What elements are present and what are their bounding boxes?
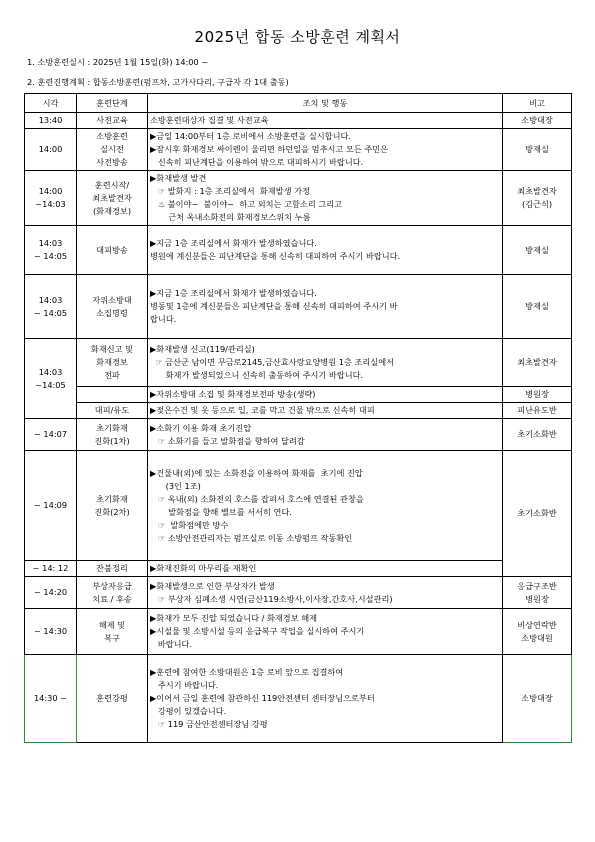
cell-line: ~14:03 xyxy=(35,199,66,209)
cell-line: 화재신고 및 xyxy=(90,344,134,354)
stage-cell xyxy=(77,171,148,226)
action-line: 발화점을 향해 밸브를 서서히 연다. xyxy=(150,506,292,517)
header-actions: 조치 및 행동 xyxy=(148,94,503,113)
cell-line: 복구 xyxy=(104,632,120,643)
note-cell xyxy=(503,609,572,655)
stage-cell xyxy=(77,419,148,451)
cell-line: 피난유도반 xyxy=(517,405,557,415)
time-cell xyxy=(25,113,77,129)
action-line: ☞ 소화기를 들고 발화점을 향하여 달려감 xyxy=(150,435,305,446)
cell-line: ~ 14: 12 xyxy=(32,563,69,573)
time-cell xyxy=(25,451,77,561)
note-cell xyxy=(503,419,572,451)
action-line: ▶훈련에 참여한 소방대원은 1층 로비 앞으로 집결하여 xyxy=(150,667,344,677)
stage-cell xyxy=(77,113,148,129)
cell-line: 사전방송 xyxy=(96,157,128,167)
cell-line: 소방대원 xyxy=(521,632,553,643)
action-line: 화재가 발생되었으니 신속히 출동하여 주시기 바랍니다. xyxy=(150,370,364,380)
cell-line: 잔불정리 xyxy=(96,563,128,573)
time-cell xyxy=(25,275,77,339)
cell-line: 14:00 xyxy=(38,144,63,154)
cell-line: 초기화재 xyxy=(96,422,128,433)
cell-line: 방재실 xyxy=(525,244,549,255)
action-line: ▶자위소방대 소집 및 화재경보전파 방송(생략) xyxy=(150,389,316,399)
cell-line: 방재실 xyxy=(525,144,549,154)
action-line: 소방훈련대상자 집결 및 사전교육 xyxy=(150,115,269,125)
action-cell xyxy=(148,339,503,387)
time-cell xyxy=(25,561,77,577)
action-line: ▶지금 1층 조리실에서 화재가 발생하였습니다. xyxy=(150,238,317,248)
action-line: ▶이어서 금일 훈련에 참관하신 119안전센터 센터장님으로부터 xyxy=(150,693,375,703)
action-line: ▶젖은수건 및 옷 등으로 입, 코를 막고 건물 밖으로 신속히 대피 xyxy=(150,405,375,415)
cell-line: 최초발견자 xyxy=(92,192,132,203)
cell-line: 사전교육 xyxy=(96,115,128,125)
action-line: ▶잠시후 화재경보 싸이렌이 울리면 하던일을 멈추시고 모든 주민은 xyxy=(150,144,389,154)
cell-line: 14:30 ~ xyxy=(33,693,68,703)
cell-line: 최초발견자 xyxy=(517,357,557,367)
action-cell xyxy=(148,577,503,609)
action-line: ▶건물내(외)에 있는 소화전을 이용하여 화재를 초기에 진압 xyxy=(150,467,363,478)
note-cell xyxy=(503,226,572,275)
note-cell xyxy=(503,339,572,387)
cell-line: 훈련시작/ xyxy=(94,179,130,190)
table-row xyxy=(25,387,572,403)
note-cell xyxy=(503,451,572,577)
action-line: ♨ 불이야~ 불이야~ 하고 외치는 고함소리 그리고 xyxy=(150,199,343,209)
stage-cell xyxy=(77,609,148,655)
table-row xyxy=(25,403,572,419)
table-row xyxy=(25,451,572,561)
cell-line: 13:40 xyxy=(38,115,63,125)
table-row xyxy=(25,419,572,451)
training-plan-line: 2. 훈련진행계획 : 합동소방훈련(펌프차, 고가사다리, 구급자 각 1대 출동) xyxy=(27,77,289,87)
table-row xyxy=(25,577,572,609)
header-note: 비고 xyxy=(503,94,572,113)
action-line: 랍니다. xyxy=(150,314,177,324)
cell-line: 진화(1차) xyxy=(94,435,130,446)
cell-line: 훈련강평 xyxy=(96,693,128,703)
cell-line: 14:03 xyxy=(38,366,63,377)
stage-cell xyxy=(77,387,148,403)
header-time: 시각 xyxy=(25,94,77,113)
action-line: 신속히 피난계단을 이용하여 밖으로 대피하시기 바랍니다. xyxy=(150,157,364,167)
table-row xyxy=(25,561,572,577)
action-line: ☞ 소방안전관리자는 펌프실로 이동 소방펌프 작동확인 xyxy=(150,532,353,543)
action-line: ☞ 옥내(외) 소화전의 호스를 잡펴서 호스에 연결된 관창을 xyxy=(150,493,364,504)
note-cell xyxy=(503,113,572,129)
time-cell xyxy=(25,655,77,743)
cell-line: ~ 14:20 xyxy=(33,587,68,597)
cell-line: 초기화재 xyxy=(96,493,128,504)
cell-line: 대피방송 xyxy=(96,244,128,255)
action-cell xyxy=(148,609,503,655)
stage-cell xyxy=(77,275,148,339)
action-line: ☞ 발화지 : 1층 조리실에서 화재발생 가정 xyxy=(150,186,310,196)
action-line: ☞ 발화점에만 방수 xyxy=(150,519,229,530)
time-cell xyxy=(25,339,77,419)
stage-cell xyxy=(77,577,148,609)
cell-line: 14:00 xyxy=(38,186,63,196)
table-row xyxy=(25,275,572,339)
action-line: 주시기 바랍니다. xyxy=(150,680,219,690)
cell-line: 자위소방대 xyxy=(92,294,132,305)
action-line: ▶화재발생 발견 xyxy=(150,173,207,183)
cell-line: 소집명령 xyxy=(96,307,128,318)
action-cell xyxy=(148,113,503,129)
action-line: ☞ 119 금산안전센터장님 강평 xyxy=(150,719,268,729)
page-title: 2025년 합동 소방훈련 계획서 xyxy=(194,28,401,46)
action-line: (3인 1조) xyxy=(150,480,201,491)
table-row xyxy=(25,226,572,275)
action-cell xyxy=(148,387,503,403)
cell-line: 실시전 xyxy=(100,144,124,154)
action-line: ▶소화기 이용 화재 초기진압 xyxy=(150,422,252,433)
action-line: ▶시설물 및 소방시설 등의 응급복구 작업을 실시하여 주시기 xyxy=(150,626,365,636)
cell-line: 초기소화반 xyxy=(517,508,557,518)
time-cell xyxy=(25,171,77,226)
table-row xyxy=(25,609,572,655)
cell-line: ~ 14:07 xyxy=(33,429,68,439)
cell-line: ~ 14:09 xyxy=(33,500,68,510)
action-cell xyxy=(148,226,503,275)
note-cell xyxy=(503,577,572,609)
note-cell xyxy=(503,171,572,226)
table-row xyxy=(25,655,572,743)
training-schedule-table xyxy=(24,93,572,743)
cell-line: (김근식) xyxy=(521,199,553,209)
action-line: ▶화재발생으로 인한 부상자가 발생 xyxy=(150,580,275,591)
stage-cell xyxy=(77,403,148,419)
cell-line: ~ 14:05 xyxy=(33,251,68,261)
cell-line: 병원장 xyxy=(525,593,549,604)
table-row xyxy=(25,171,572,226)
note-cell xyxy=(503,403,572,419)
cell-line: 방재실 xyxy=(525,301,549,311)
action-cell xyxy=(148,171,503,226)
table-row xyxy=(25,129,572,171)
cell-line: 소방대장 xyxy=(521,693,553,703)
action-line: 근처 옥내소화전의 화재경보스위치 누름 xyxy=(150,212,311,222)
time-cell xyxy=(25,129,77,171)
cell-line: 14:03 xyxy=(38,294,63,305)
stage-cell xyxy=(77,339,148,387)
action-cell xyxy=(148,129,503,171)
cell-line: 진화(2차) xyxy=(94,506,130,517)
note-cell xyxy=(503,275,572,339)
table-row xyxy=(25,339,572,387)
time-cell xyxy=(25,419,77,451)
cell-line: 비상연락반 xyxy=(517,619,557,630)
cell-line: 응급구조반 xyxy=(517,580,557,591)
cell-line: 전파 xyxy=(104,370,120,380)
action-line: 병동및 1층에 계신분들은 피난계단을 통해 신속히 대피하여 주시기 바 xyxy=(150,301,398,311)
action-line: 바랍니다. xyxy=(150,639,193,649)
action-line: 강평이 있겠습니다. xyxy=(150,706,227,716)
action-line: ☞ 부상자 심폐소생 시연(금산119소방사,이사장,간호사,시설관리) xyxy=(150,593,393,604)
cell-line: ~ 14:30 xyxy=(33,626,68,636)
note-cell xyxy=(503,387,572,403)
cell-line: (화재경보) xyxy=(92,205,132,216)
cell-line: 초기소화반 xyxy=(517,429,557,439)
action-line: ▶금일 14:00부터 1층 로비에서 소방훈련을 실시합니다. xyxy=(150,131,351,141)
action-line: ▶화재진화의 마무리를 재확인 xyxy=(150,563,257,573)
stage-cell xyxy=(77,226,148,275)
action-cell xyxy=(148,561,503,577)
action-line: ▶화재발생 신고(119/관리실) xyxy=(150,344,255,354)
action-line: ☞ 금산군 남이면 무금로2145,금산효사랑요양병원 1층 조리실에서 xyxy=(150,357,395,367)
action-cell xyxy=(148,419,503,451)
cell-line: ~ 14:05 xyxy=(33,307,68,318)
time-cell xyxy=(25,609,77,655)
cell-line: 부상자응급 xyxy=(92,580,132,591)
note-cell xyxy=(503,655,572,743)
header-stage: 훈련단계 xyxy=(77,94,148,113)
stage-cell xyxy=(77,655,148,743)
table-row xyxy=(25,113,572,129)
cell-line: 해제 및 xyxy=(98,619,126,630)
action-cell xyxy=(148,275,503,339)
action-cell xyxy=(148,655,503,743)
cell-line: ~14:05 xyxy=(35,379,66,390)
cell-line: 치료 / 후송 xyxy=(92,593,132,604)
action-line: 병원에 계신분들은 피난계단을 통해 신속히 대피하여 주시기 바랍니다. xyxy=(150,251,401,261)
cell-line: 14:03 xyxy=(38,238,63,248)
action-cell xyxy=(148,451,503,561)
cell-line: 소방훈련 xyxy=(96,131,128,141)
stage-cell xyxy=(77,129,148,171)
stage-cell xyxy=(77,451,148,561)
time-cell xyxy=(25,226,77,275)
cell-line: 화재경보 xyxy=(96,357,128,367)
action-cell xyxy=(148,403,503,419)
header-row xyxy=(25,94,572,113)
action-line: ▶화재가 모두 진압 되었습니다 / 화재경보 해제 xyxy=(150,613,318,623)
training-date-line: 1. 소방훈련실시 : 2025년 1월 15일(화) 14:00 ~ xyxy=(27,57,209,67)
cell-line: 소방대장 xyxy=(521,115,553,125)
cell-line: 대피/유도 xyxy=(94,405,130,415)
cell-line: 최초발견자 xyxy=(517,186,557,196)
time-cell xyxy=(25,577,77,609)
action-line: ▶지금 1층 조리실에서 화재가 발생하였습니다. xyxy=(150,288,317,298)
cell-line: 병원장 xyxy=(525,389,549,399)
note-cell xyxy=(503,129,572,171)
stage-cell xyxy=(77,561,148,577)
